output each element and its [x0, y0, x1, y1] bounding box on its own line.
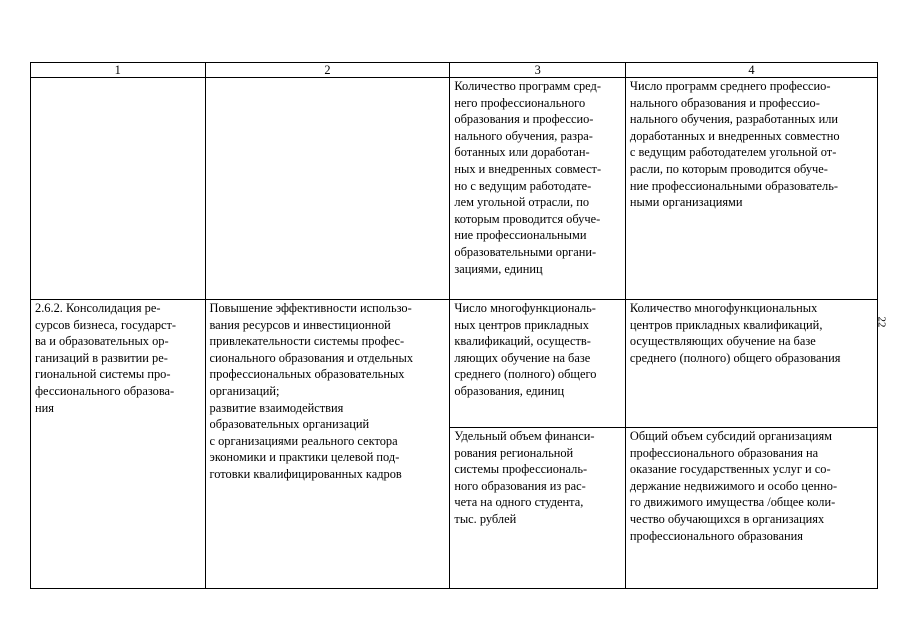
cell-text-line: Количество программ сред-	[454, 79, 601, 93]
row-b-col-3	[450, 300, 626, 428]
row-a-col-4	[625, 78, 877, 300]
header-col-3: 3	[450, 63, 626, 78]
cell-text-line: нального образования и профессио-	[629, 95, 820, 110]
row-b-col-1	[31, 300, 206, 589]
cell-text-line: Количество многофункциональных	[629, 301, 818, 315]
cell-text-line: нального обучения, разработанных или	[629, 112, 839, 127]
cell-text-line: нального обучения, разра-	[454, 128, 593, 143]
cell-text-line: Повышение эффективности использо-	[209, 301, 412, 315]
cell-text-line: профессионального образования на	[629, 445, 819, 460]
cell-text-line: сурсов бизнеса, государст-	[35, 317, 177, 332]
cell-text-line: ных и внедренных совмест-	[454, 161, 602, 176]
cell-text-line: ного образования из рас-	[454, 478, 586, 493]
row-b-col-2	[205, 300, 450, 589]
cell-text-line: Удельный объем финанси-	[454, 429, 595, 443]
cell-text-line: которым проводится обуче-	[454, 211, 601, 226]
row-a-col-2	[205, 78, 450, 300]
cell-text-line: но с ведущим работодате-	[454, 178, 592, 193]
header-col-4: 4	[625, 63, 877, 78]
cell-text-line: ными организациями	[629, 195, 743, 210]
cell-text-line: зациями, единиц	[454, 261, 543, 276]
cell-text-line: профессиональных образовательных	[209, 367, 405, 382]
cell-text-line: образования, единиц	[454, 383, 565, 398]
row-a-col-1	[31, 78, 206, 300]
cell-text-line: держание недвижимого и особо ценно-	[629, 478, 838, 493]
cell-text-line: ва и образовательных ор-	[35, 334, 169, 349]
cell-text-line: среднего (полного) общего	[454, 367, 597, 382]
row-c-col-3	[450, 428, 626, 589]
cell-text-line: ганизаций в развитии ре-	[35, 350, 168, 365]
row-a-col-3	[450, 78, 626, 300]
row-b-col-4	[625, 300, 877, 428]
table-row	[31, 78, 878, 300]
header-col-1: 1	[31, 63, 206, 78]
cell-text-line: центров прикладных квалификаций,	[629, 317, 823, 332]
cell-text-line: гиональной системы про-	[35, 367, 171, 382]
cell-text-line: ние профессиональными	[454, 228, 587, 243]
cell-text-line: привлекательности системы профес-	[209, 334, 405, 349]
cell-text-line: расли, по которым проводится обуче-	[629, 161, 828, 176]
header-col-2: 2	[205, 63, 450, 78]
cell-text-line: осуществляющих обучение на базе	[629, 334, 816, 349]
cell-text-line: чета на одного студента,	[454, 495, 584, 510]
cell-text-line: вания ресурсов и инвестиционной	[209, 317, 391, 332]
cell-text-line: Число многофункциональ-	[454, 301, 596, 315]
cell-text-line: готовки квалифицированных кадров	[209, 466, 402, 481]
table-row	[31, 300, 878, 428]
cell-text-line: доработанных и внедренных совместно	[629, 128, 840, 143]
cell-text-line: образовательных организаций	[209, 417, 370, 432]
cell-text-line: образовательными органи-	[454, 244, 597, 259]
cell-text-line: системы профессиональ-	[454, 462, 588, 477]
cell-text-line: тыс. рублей	[454, 511, 517, 526]
cell-text-line: с организациями реального сектора	[209, 433, 398, 448]
cell-text-line: ние профессиональными образователь-	[629, 178, 839, 193]
document-page	[30, 62, 878, 589]
cell-text-line: развитие взаимодействия	[209, 400, 344, 415]
page-number: 22	[875, 316, 888, 328]
cell-text-line: ляющих обучение на базе	[454, 350, 591, 365]
cell-text-line: Число программ среднего профессио-	[629, 79, 831, 93]
cell-text-line: него профессионального	[454, 95, 586, 110]
cell-text-line: квалификаций, осуществ-	[454, 334, 591, 349]
cell-text-line: Общий объем субсидий организациям	[629, 429, 833, 443]
cell-text-line: с ведущим работодателем угольной от-	[629, 145, 837, 160]
cell-text-line: оказание государственных услуг и со-	[629, 462, 831, 477]
cell-text-line: лем угольной отрасли, по	[454, 195, 590, 210]
cell-text-line: сионального образования и отдельных	[209, 350, 414, 365]
cell-text-line: ных центров прикладных	[454, 317, 589, 332]
cell-text-line: фессионального образова-	[35, 383, 175, 398]
cell-text-line: 2.6.2. Консолидация ре-	[35, 301, 161, 315]
cell-text-line: организаций;	[209, 383, 280, 398]
cell-text-line: образования и профессио-	[454, 112, 594, 127]
cell-text-line: среднего (полного) общего образования	[629, 350, 841, 365]
cell-text-line: ботанных или доработан-	[454, 145, 590, 160]
row-c-col-4	[625, 428, 877, 589]
cell-text-line: чество обучающихся в организациях	[629, 511, 825, 526]
header-row	[31, 63, 878, 78]
cell-text-line: ния	[35, 400, 54, 415]
cell-text-line: экономики и практики целевой под-	[209, 450, 400, 465]
indicators-table	[30, 62, 878, 589]
cell-text-line: рования региональной	[454, 445, 574, 460]
cell-text-line: го движимого имущества /общее коли-	[629, 495, 836, 510]
cell-text-line: профессионального образования	[629, 528, 803, 543]
